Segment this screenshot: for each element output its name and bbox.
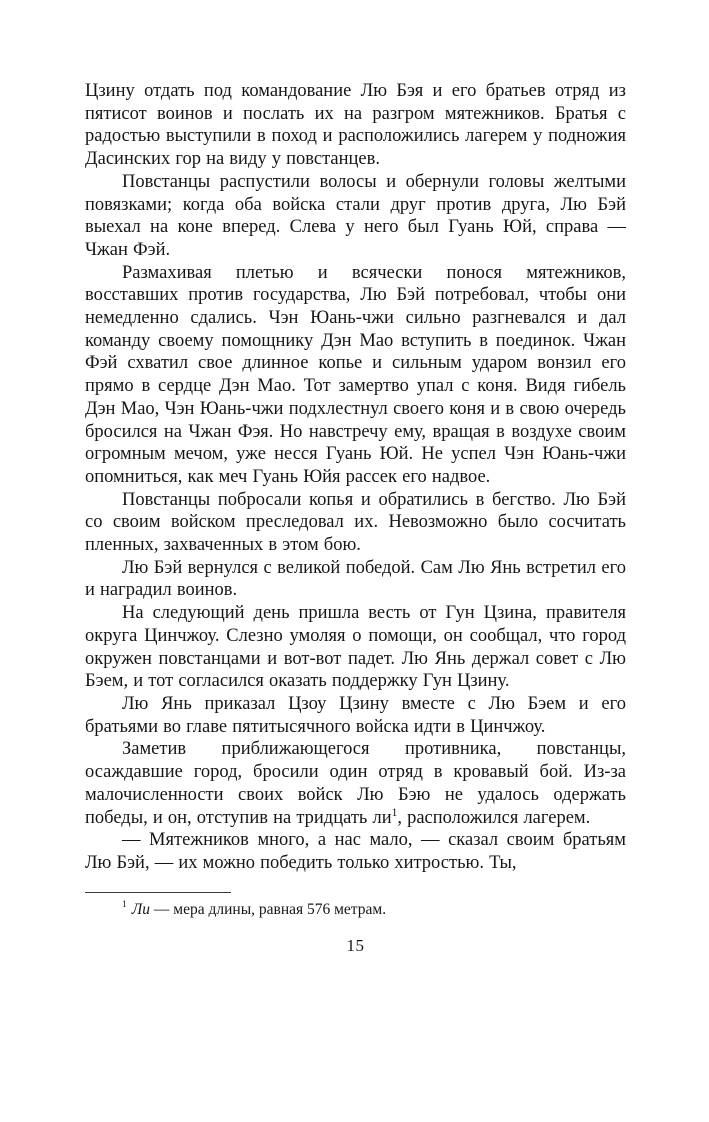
- page-number: 15: [346, 935, 365, 955]
- footnote-reference: 1: [391, 806, 398, 819]
- paragraph-text: Заметив приближающегося противника, повстанцы, осаждавшие город, бросили один отряд в кровавый бой. Из-за малочисленности своих войск Лю Бэю не удалось одержать победы, и он, отступив на тридцать ли: [85, 739, 626, 828]
- page-text-block: [85, 80, 626, 956]
- footnote-marker: 1: [122, 899, 127, 911]
- paragraph: Лю Бэй вернулся с великой победой. Сам Лю Янь встретил его и наградил воинов.: [85, 557, 626, 601]
- paragraph: Цзину отдать под командование Лю Бэя и его братьев отряд из пятисот воинов и послать их на разгром мятежников. Братья с радостью выступили в поход и расположились лагерем у подножия Дасинских гор на виду у повстанцев.: [85, 81, 626, 170]
- footnote-divider: [85, 892, 231, 893]
- footnote-text: — мера длины, равная 576 метрам.: [150, 900, 387, 918]
- paragraph: Размахивая плетью и всячески понося мятежников, восставших против государства, Лю Бэй потребовал, чтобы они немедленно сдались. Чэн Юань-чжи сильно разгневался и дал команду своему помощнику Дэн Мао вступить в поединок. Чжан Фэй схватил свое длинное копье и сильным ударом вонзил его прямо в сердце Дэн Мао. Тот замертво упал с коня. Видя гибель Дэн Мао, Чэн Юань-чжи подхлестнул своего коня и в свою очередь бросился на Чжан Фэя. Но навстречу ему, вращая в воздухе своим огромным мечом, уже несся Гуань Юй. Не успел Чэн Юань-чжи опомниться, как меч Гуань Юйя рассек его надвое.: [85, 262, 626, 487]
- paragraph: Повстанцы распустили волосы и обернули головы желтыми повязками; когда оба войска стали друг против друга, Лю Бэй выехал на коне вперед. Слева у него был Гуань Юй, справа — Чжан Фэй.: [85, 171, 626, 260]
- paragraph: — Мятежников много, а нас мало, — сказал своим братьям Лю Бэй, — их можно победить только хитростью. Ты,: [85, 830, 626, 873]
- footnote: [85, 900, 626, 919]
- paragraph: На следующий день пришла весть от Гун Цзина, правителя округа Цинчжоу. Слезно умоляя о помощи, он сообщал, что город окружен повстанцами и вот-вот падет. Лю Янь держал совет с Лю Бэем, и тот согласился оказать поддержку Гун Цзину.: [85, 603, 626, 692]
- paragraph: Лю Янь приказал Цзоу Цзину вместе с Лю Бэем и его братьями во главе пятитысячного войска идти в Цинчжоу.: [85, 693, 626, 737]
- footnote-term: Ли: [131, 900, 151, 918]
- paragraph: Повстанцы побросали копья и обратились в бегство. Лю Бэй со своим войском преследовал их. Невозможно было сосчитать пленных, захваченных в этом бою.: [85, 489, 626, 556]
- footnote-area: [85, 892, 626, 919]
- paragraph-text: , расположился лагерем.: [397, 807, 591, 828]
- paragraph: [85, 738, 626, 829]
